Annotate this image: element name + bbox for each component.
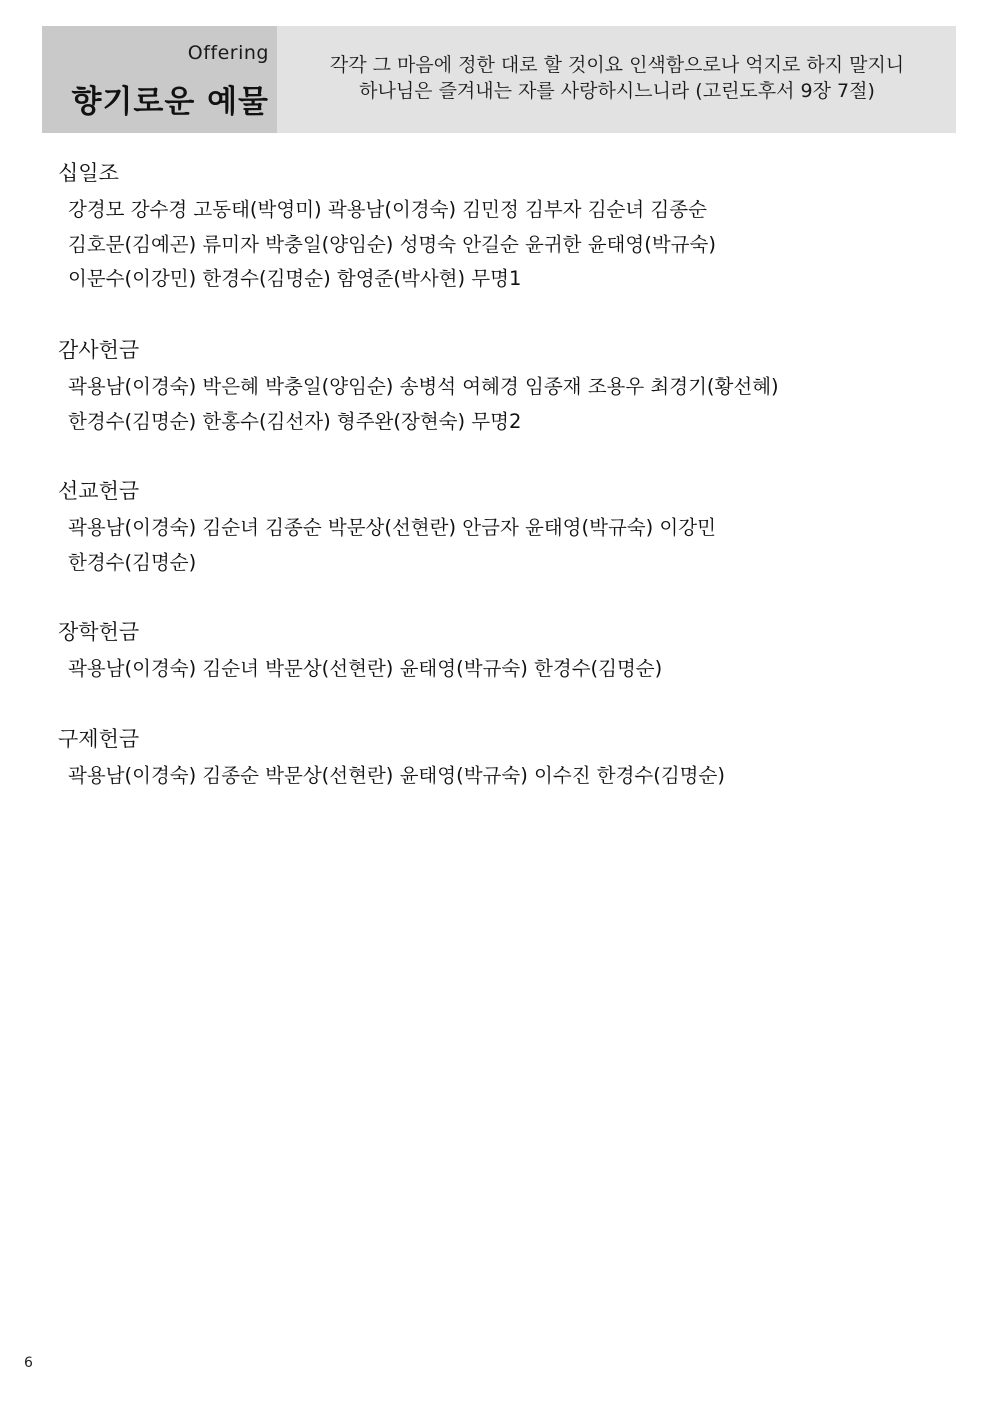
header-title-box — [42, 26, 277, 133]
section-relief — [58, 725, 725, 794]
donor-list — [58, 193, 716, 297]
section-title: 구제헌금 — [58, 727, 140, 751]
bible-verse-line-2: 하나님은 즐겨내는 자를 사랑하시느니라 (고린도후서 9장 7절) — [359, 80, 875, 102]
section-scholarship — [58, 618, 662, 687]
section-title: 감사헌금 — [58, 338, 140, 362]
donor-line: 한경수(김명순) — [68, 550, 197, 574]
section-mission — [58, 477, 716, 580]
page-number: 6 — [24, 1355, 33, 1371]
donor-list — [58, 759, 725, 794]
offering-header — [42, 26, 956, 133]
donor-list — [58, 370, 779, 439]
donor-line: 김호문(김예곤) 류미자 박충일(양임순) 성명숙 안길순 윤귀한 윤태영(박규숙) — [68, 232, 716, 256]
header-title-english: Offering — [187, 42, 269, 64]
bible-verse-line-1: 각각 그 마음에 정한 대로 할 것이요 인색함으로나 억지로 하지 말지니 — [329, 54, 905, 76]
donor-list — [58, 652, 662, 687]
donor-line: 곽용남(이경숙) 김종순 박문상(선현란) 윤태영(박규숙) 이수진 한경수(김명순) — [68, 764, 725, 787]
donor-line: 한경수(김명순) 한홍수(김선자) 형주완(장현숙) 무명2 — [68, 409, 522, 433]
donor-line: 이문수(이강민) 한경수(김명순) 함영준(박사현) 무명1 — [68, 267, 522, 290]
section-title: 선교헌금 — [58, 479, 140, 503]
section-tithe — [58, 159, 716, 297]
donor-line: 곽용남(이경숙) 김순녀 김종순 박문상(선현란) 안금자 윤태영(박규숙) 이강민 — [68, 516, 716, 539]
donor-line: 곽용남(이경숙) 김순녀 박문상(선현란) 윤태영(박규숙) 한경수(김명순) — [68, 657, 663, 680]
bible-verse — [282, 52, 952, 104]
donor-line: 강경모 강수경 고동태(박영미) 곽용남(이경숙) 김민정 김부자 김순녀 김종순 — [68, 198, 707, 221]
section-thanksgiving — [58, 336, 779, 439]
donor-list — [58, 511, 716, 580]
section-title: 장학헌금 — [58, 620, 140, 644]
section-title: 십일조 — [58, 161, 119, 185]
donor-line: 곽용남(이경숙) 박은혜 박충일(양임순) 송병석 여혜경 임종재 조용우 최경기(황선혜) — [68, 375, 779, 398]
header-title-korean: 향기로운 예물 — [71, 84, 269, 120]
